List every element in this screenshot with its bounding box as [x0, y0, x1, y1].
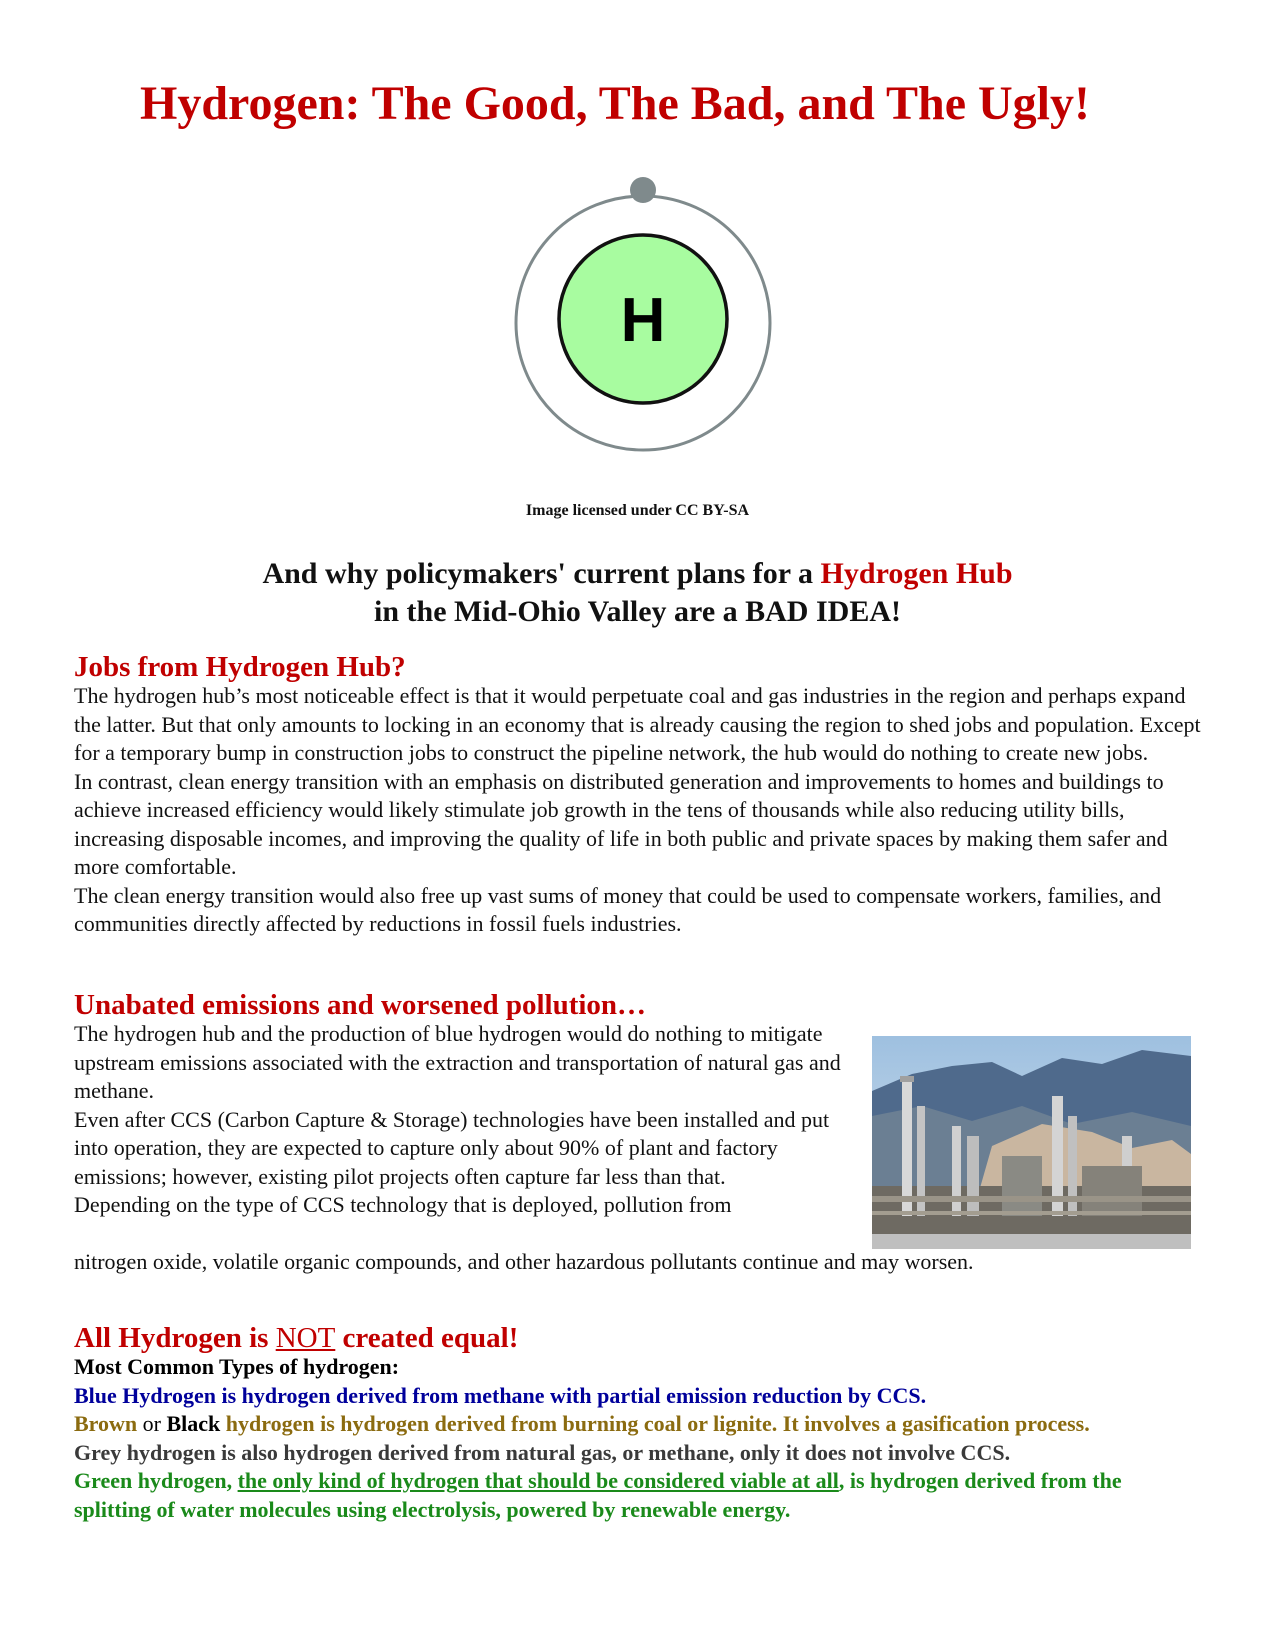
- brown-word: Brown: [74, 1411, 138, 1436]
- green-hydrogen-underlined: the only kind of hydrogen that should be considered viable at all: [237, 1468, 839, 1493]
- types-heading: [74, 1321, 518, 1355]
- or-word: or: [137, 1411, 167, 1436]
- refinery-photo: [872, 1036, 1191, 1249]
- jobs-paragraph: In contrast, clean energy transition with an emphasis on distributed generation and improvements to homes and buildings to achieve increased efficiency would likely stimulate job growth in the tens of thousands while also reducing utility bills, increasing disposable incomes, and improving the quality of life in both public and private spaces by making them safer and more comfortable.: [74, 768, 1168, 879]
- electron-dot: [630, 177, 656, 203]
- jobs-paragraph: The clean energy transition would also free up vast sums of money that could be used to compensate workers, families, and communities directly affected by reductions in fossil fuels industries.: [74, 882, 1162, 936]
- brown-hydrogen-item: [74, 1410, 1204, 1439]
- types-heading-post: created equal!: [335, 1322, 519, 1354]
- jobs-body: [74, 682, 1204, 939]
- green-hydrogen-pre: Green hydrogen,: [74, 1468, 238, 1493]
- image-caption: Image licensed under CC BY-SA: [525, 502, 750, 519]
- subtitle-highlight: Hydrogen Hub: [820, 557, 1013, 590]
- types-heading-pre: All Hydrogen is: [74, 1322, 276, 1354]
- hydrogen-atom-diagram: [0, 0, 1275, 460]
- emissions-body: [74, 1020, 844, 1220]
- types-intro: Most Common Types of hydrogen:: [74, 1354, 400, 1379]
- types-heading-emph: NOT: [275, 1322, 336, 1354]
- emissions-last-line: nitrogen oxide, volatile organic compounds, and other hazardous pollutants continue and may worsen.: [74, 1249, 974, 1274]
- jobs-heading: Jobs from Hydrogen Hub?: [74, 651, 406, 683]
- page-title: Hydrogen: The Good, The Bad, and The Ugly!: [139, 77, 1090, 130]
- grey-hydrogen-item: Grey hydrogen is also hydrogen derived from natural gas, or methane, only it does not involve CCS.: [74, 1439, 1011, 1465]
- emissions-paragraph: Depending on the type of CCS technology that is deployed, pollution from: [74, 1192, 732, 1217]
- green-hydrogen-post: , is hydrogen derived from the splitting of water molecules using electrolysis, powered by renewable energy.: [74, 1468, 1122, 1522]
- brown-hydrogen-text: hydrogen is hydrogen derived from burning coal or lignite. It involves a gasification process.: [220, 1411, 1090, 1436]
- emissions-heading: Unabated emissions and worsened pollution…: [74, 989, 647, 1021]
- green-hydrogen-item: [74, 1467, 1204, 1524]
- hydrogen-types-list: [74, 1353, 1204, 1524]
- blue-hydrogen-item: Blue Hydrogen is hydrogen derived from methane with partial emission reduction by CCS.: [74, 1382, 927, 1408]
- black-word: Black: [166, 1411, 221, 1436]
- subtitle: [0, 555, 1275, 631]
- subtitle-line2: in the Mid-Ohio Valley are a BAD IDEA!: [374, 595, 901, 628]
- subtitle-line1: And why policymakers' current plans for a: [262, 557, 821, 590]
- jobs-paragraph: The hydrogen hub’s most noticeable effect is that it would perpetuate coal and gas industries in the region and perhaps expand the latter. But that only amounts to locking in an economy that is already causing the region to shed jobs and population. Except for a temporary bump in construction jobs to construct the pipeline network, the hub would do nothing to create new jobs.: [74, 683, 1201, 765]
- emissions-paragraph: Even after CCS (Carbon Capture & Storage) technologies have been installed and put into operation, they are expected to capture only about 90% of plant and factory emissions; however, existing pilot projects often capture far less than that.: [74, 1106, 830, 1189]
- element-symbol: H: [620, 286, 666, 355]
- emissions-paragraph: The hydrogen hub and the production of blue hydrogen would do nothing to mitigate upstream emissions associated with the extraction and transportation of natural gas and methane.: [74, 1021, 841, 1103]
